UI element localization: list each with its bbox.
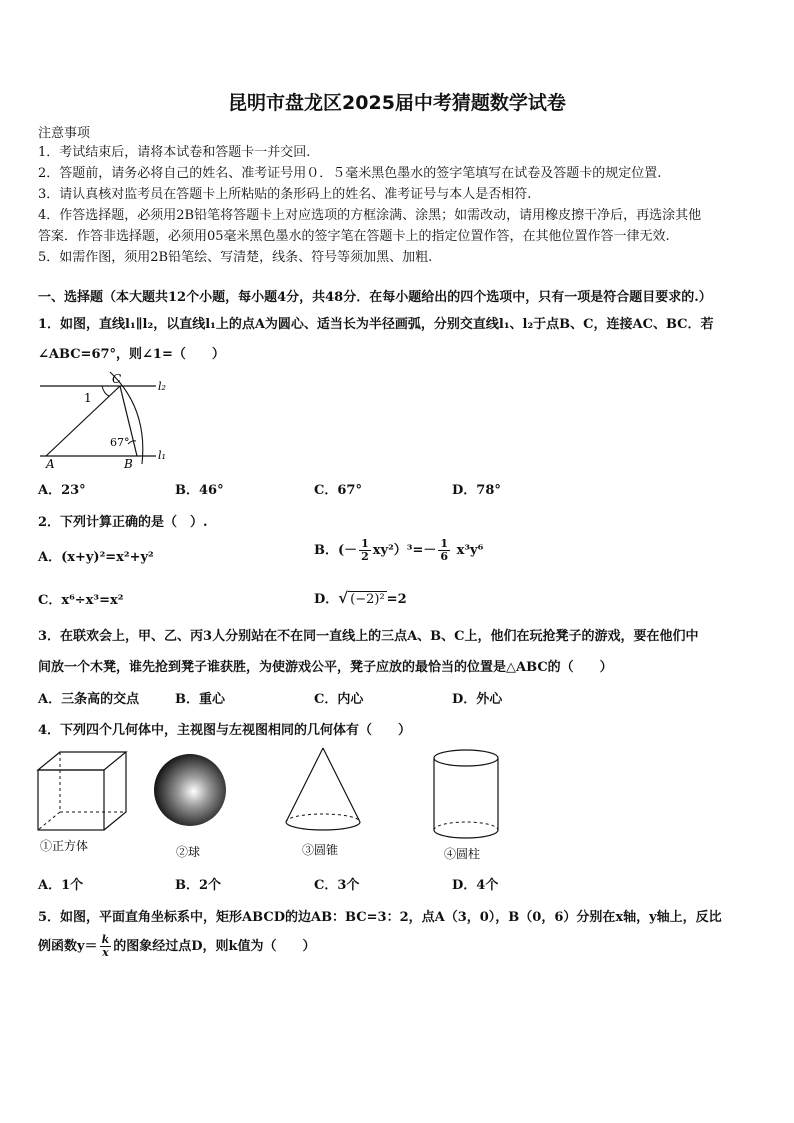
q1-option-b: B．46° [175, 483, 224, 498]
line-l1-label: l₁ [158, 449, 166, 462]
notice-heading: 注意事项 [38, 126, 91, 141]
fraction-numerator: 1 [440, 537, 449, 550]
q1-option-c: C．67° [314, 483, 362, 498]
angle-1-label: 1 [84, 391, 92, 405]
cone-icon [286, 748, 360, 830]
q3-option-b: B．重心 [175, 692, 225, 707]
q3-option-a: A．三条高的交点 [38, 692, 140, 707]
notice-item: 1．考试结束后，请将本试卷和答题卡一并交回. [38, 145, 311, 160]
q2-b-suffix: x³y⁶ [456, 543, 484, 558]
cone-label: ③圆锥 [302, 843, 339, 857]
fraction-denominator: x [102, 946, 109, 959]
q2-option-a: A．(x+y)²=x²+y² [38, 550, 154, 565]
section-heading: 一、选择题（本大题共12个小题，每小题4分，共48分．在每小题给出的四个选项中，只有一项是符合题目要求的.） [38, 290, 712, 305]
point-a-label: A [46, 457, 55, 470]
question-1-figure [38, 368, 178, 470]
cube-icon [38, 752, 126, 830]
fraction [359, 538, 371, 563]
notice-item: 答案．作答非选择题，必须用05毫米黑色墨水的签字笔在答题卡上的指定位置作答，在其他位置作答一律无效. [38, 229, 670, 244]
q2-option-b [314, 538, 483, 563]
q1-option-d: D．78° [452, 483, 501, 498]
q3-option-c: C．内心 [314, 692, 364, 707]
question-5-stem: 5．如图，平面直角坐标系中，矩形ABCD的边AB：BC=3：2，点A（3，0），B（0，6）分别在x轴，y轴上，反比 [38, 910, 722, 925]
fraction-denominator: 6 [440, 550, 449, 563]
question-4-figures [34, 744, 504, 866]
angle-67-label: 67° [110, 436, 130, 449]
question-5-stem-line2 [38, 934, 315, 959]
page-title: 昆明市盘龙区2025届中考猜题数学试卷 [228, 92, 566, 114]
question-1-stem-line2: ∠ABC=67°，则∠1=（ ） [38, 347, 225, 362]
fraction-numerator: 1 [361, 537, 369, 550]
q2-option-c: C．x⁶÷x³=x² [38, 593, 124, 608]
line-l2-label: l₂ [158, 380, 166, 393]
notice-item: 4．作答选择题，必须用2B铅笔将答题卡上对应选项的方框涂满、涂黑；如需改动，请用橡皮擦干净后，再选涂其他 [38, 208, 702, 223]
fraction-denominator: 2 [361, 550, 369, 563]
notice-item: 3．请认真核对监考员在答题卡上所粘贴的条形码上的姓名、准考证号与本人是否相符. [38, 187, 532, 202]
q4-option-c: C．3个 [314, 878, 360, 893]
q1-option-a: A．23° [38, 483, 86, 498]
question-3-stem-line2: 间放一个木凳，谁先抢到凳子谁获胜，为使游戏公平，凳子应放的最恰当的位置是△ABC的（ ） [38, 660, 613, 675]
cylinder-icon [434, 750, 498, 838]
sphere-icon [154, 754, 226, 826]
q4-option-a: A．1个 [38, 878, 84, 893]
fraction [438, 538, 450, 563]
question-3-stem: 3．在联欢会上，甲、乙、丙3人分别站在不在同一直线上的三点A、B、C上，他们在玩抢凳子的游戏，要在他们中 [38, 629, 699, 644]
cube-label: ①正方体 [40, 839, 89, 853]
question-4-stem: 4．下列四个几何体中，主视图与左视图相同的几何体有（ ） [38, 723, 412, 738]
q2-b-mid: xy²）³=－ [372, 543, 437, 558]
q2-b-prefix: B．(－ [314, 543, 358, 558]
q2-d-suffix: =2 [386, 592, 407, 607]
notice-item: 2．答题前，请务必将自己的姓名、准考证号用０．５毫米黑色墨水的签字笔填写在试卷及答题卡的规定位置. [38, 166, 662, 181]
notice-item: 5．如需作图，须用2B铅笔绘、写清楚，线条、符号等须加黑、加粗. [38, 250, 433, 265]
fraction-numerator: k [101, 933, 110, 946]
question-2-stem: 2．下列计算正确的是（ ）. [38, 515, 208, 530]
question-1-stem: 1．如图，直线l₁∥l₂，以直线l₁上的点A为圆心、适当长为半径画弧，分别交直线l₁、l₂于点B、C，连接AC、BC．若 [38, 317, 714, 332]
sqrt-icon: √ [338, 589, 349, 607]
q4-option-d: D．4个 [452, 878, 499, 893]
point-c-label: C [112, 372, 122, 386]
q5-prefix: 例函数y＝ [38, 939, 98, 954]
cylinder-label: ④圆柱 [444, 847, 481, 861]
q3-option-d: D．外心 [452, 692, 503, 707]
q5-suffix: 的图象经过点D，则k值为（ ） [113, 939, 316, 954]
fraction [100, 934, 112, 959]
q2-d-prefix: D． [314, 592, 339, 607]
point-b-label: B [124, 457, 133, 470]
sphere-label: ②球 [176, 845, 201, 859]
sqrt-radicand: (−2)² [350, 592, 385, 607]
q2-option-d [314, 588, 407, 607]
q4-option-b: B．2个 [175, 878, 222, 893]
